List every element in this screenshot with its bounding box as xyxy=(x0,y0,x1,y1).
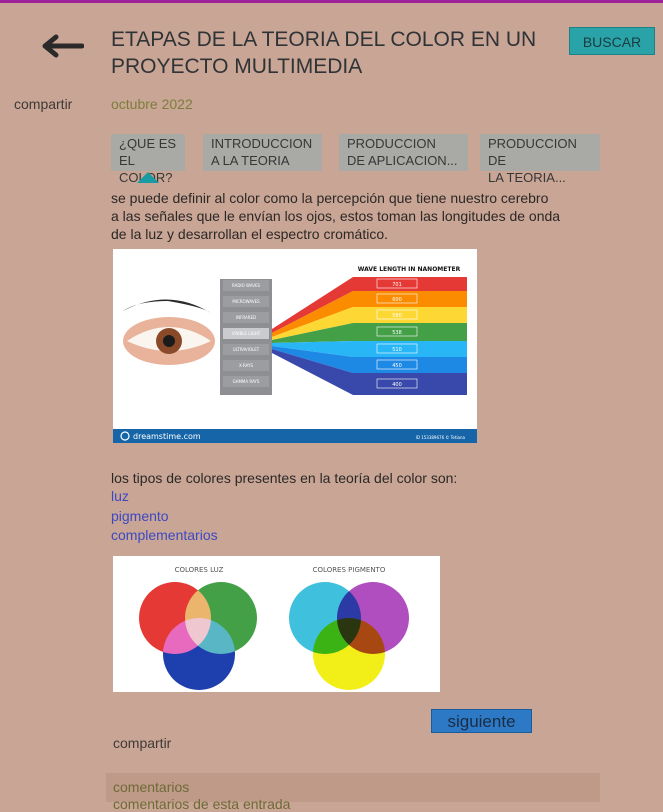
spectrum-label: X-RAYS xyxy=(238,363,254,368)
svg-text:COLORES PIGMENTO: COLORES PIGMENTO xyxy=(312,566,386,574)
tab-que-es-el-color[interactable] xyxy=(111,134,185,185)
tab-introduccion[interactable] xyxy=(203,134,322,171)
svg-text:dreamstime.com: dreamstime.com xyxy=(133,432,201,441)
tab-produccion-aplicacion[interactable] xyxy=(339,134,468,171)
link-luz[interactable]: luz xyxy=(111,488,129,504)
comments-label: comentarios xyxy=(113,779,190,795)
wavelength-value: 701 xyxy=(392,282,402,288)
tab-produccion-teoria[interactable] xyxy=(480,134,600,185)
spectrum-label: ULTRAVIOLET xyxy=(232,347,260,352)
wavelength-value: 450 xyxy=(392,363,402,369)
search-button[interactable]: BUSCAR xyxy=(569,27,655,55)
tab-label-line-2: A LA TEORIA xyxy=(211,153,290,168)
tab-label-line-1: PRODUCCION DE xyxy=(488,136,577,168)
link-complementarios[interactable]: complementarios xyxy=(111,527,218,543)
wavelength-value: 510 xyxy=(392,347,402,353)
wavelength-value: 580 xyxy=(392,313,402,319)
types-intro: los tipos de colores presentes en la teoría del color son: xyxy=(111,470,458,486)
wavelength-value: 538 xyxy=(392,330,402,336)
tab-label-line-2: DE APLICACION... xyxy=(347,153,458,168)
share-link-bottom[interactable]: compartir xyxy=(113,735,172,751)
spectrum-label: INFRARED xyxy=(235,315,257,320)
post-date: octubre 2022 xyxy=(111,96,193,112)
color-models-figure xyxy=(113,556,440,692)
paragraph-line: de la luz y desarrollan el espectro cromático. xyxy=(111,226,389,242)
tab-label-line-2: EL COLOR? xyxy=(119,153,173,185)
tab-label-line-2: LA TEORIA... xyxy=(488,170,566,185)
back-arrow-icon[interactable] xyxy=(40,34,84,58)
tab-label-line-1: INTRODUCCION xyxy=(211,136,313,151)
wavelength-value: 400 xyxy=(392,382,402,388)
share-link-top[interactable]: compartir xyxy=(14,96,73,112)
definition-paragraph xyxy=(111,189,560,243)
spectrum-label: MICROWAVES xyxy=(232,299,260,304)
tab-label-line-1: PRODUCCION xyxy=(347,136,436,151)
link-pigmento[interactable]: pigmento xyxy=(111,508,169,524)
wavelength-value: 600 xyxy=(392,297,402,303)
next-button[interactable]: siguiente xyxy=(431,709,532,733)
spectrum-label: GAMMA RAYS xyxy=(232,379,260,384)
spectrum-figure xyxy=(113,249,477,443)
paragraph-line: se puede definir al color como la percepción que tiene nuestro cerebro xyxy=(111,190,549,206)
svg-text:ID 153389676 © Tetiana: ID 153389676 © Tetiana xyxy=(415,435,465,440)
svg-text:WAVE LENGTH IN NANOMETER: WAVE LENGTH IN NANOMETER xyxy=(357,266,461,273)
spectrum-label: RADIO WAVES xyxy=(231,283,261,288)
comments-subtitle: comentarios de esta entrada xyxy=(113,796,291,812)
page-title-line-1: ETAPAS DE LA TEORIA DEL COLOR EN UN xyxy=(111,28,537,51)
page-title xyxy=(111,26,551,80)
top-accent-line xyxy=(0,0,663,3)
paragraph-line: a las señales que le envían los ojos, estos toman las longitudes de onda xyxy=(111,208,561,224)
svg-text:COLORES LUZ: COLORES LUZ xyxy=(174,566,224,574)
active-tab-indicator xyxy=(137,172,159,183)
spectrum-label: VISIBLE LIGHT xyxy=(231,331,261,336)
tab-label-line-1: ¿QUE ES xyxy=(119,136,177,151)
comments-section xyxy=(106,773,600,812)
page-title-line-2: PROYECTO MULTIMEDIA xyxy=(111,55,363,78)
